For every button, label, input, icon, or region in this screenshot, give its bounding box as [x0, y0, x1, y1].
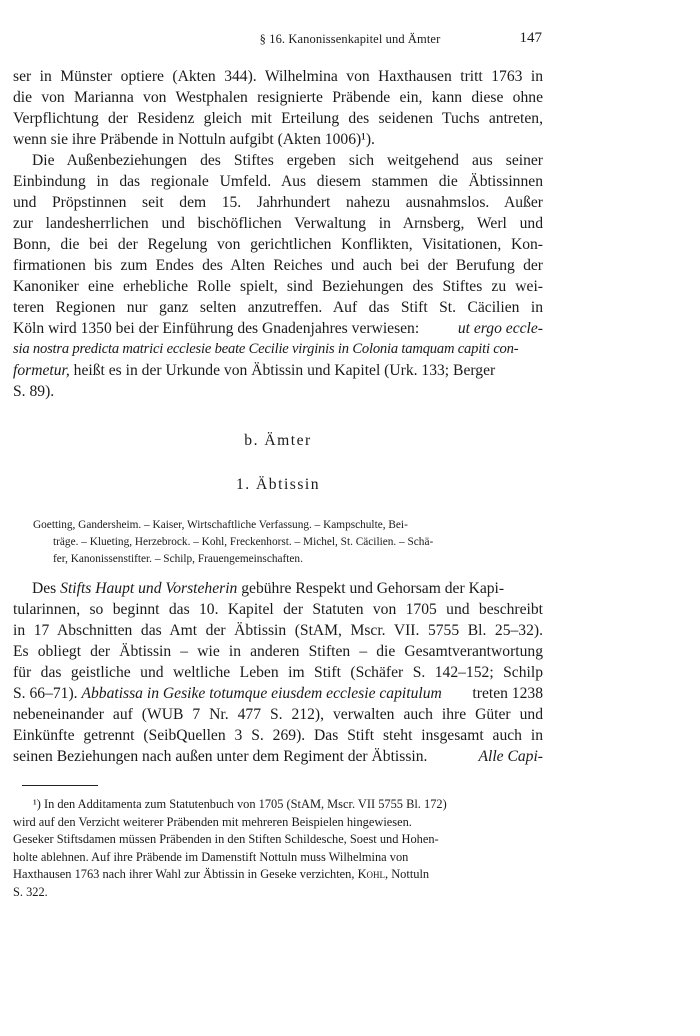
text-line: Bonn, die bei der Regelung von gerichtlichen Konflikten, Visitationen, Kon-	[13, 236, 543, 253]
text-segment: gebühre Respekt und Gehorsam der Kapi-	[237, 580, 505, 597]
text-line	[13, 683, 543, 704]
text-line: zur landesherrlichen und bischöflichen Verwaltung in Arnsberg, Werl und	[13, 215, 543, 232]
footnote-line: Geseker Stiftsdamen müssen Präbenden in den Stiften Schildesche, Soest und Hohen-	[13, 832, 439, 846]
text-line	[13, 339, 543, 360]
text-line: in 17 Abschnitten das Amt der Äbtissin (StAM, Mscr. VII. 5755 Bl. 25–32).	[13, 622, 543, 639]
literature-line: fer, Kanonissenstifter. – Schilp, Frauengemeinschaften.	[53, 553, 303, 565]
latin-quote: Abbatissa in Gesike totumque eiusdem ecclesie capitulum	[81, 685, 442, 702]
text-segment: seinen Beziehungen nach außen unter dem Regiment der Äbtissin.	[13, 748, 432, 765]
text-line: die von Marianna von Westphalen resignierte Präbende ein, kann diese ohne	[13, 89, 543, 106]
italic-quote: Alle Capi-	[478, 748, 543, 765]
text-segment: S. 66–71).	[13, 685, 82, 702]
text-line: tularinnen, so beginnt das 10. Kapitel der Statuten von 1705 und beschreibt	[13, 601, 543, 618]
text-line: wenn sie ihre Präbende in Nottuln aufgibt (Akten 1006)¹).	[13, 131, 375, 148]
text-line: Einbindung in das regionale Umfeld. Aus diesem stammen die Äbtissinnen	[13, 173, 543, 190]
text-segment: Köln wird 1350 bei der Einführung des Gnadenjahres verwiesen:	[13, 320, 420, 337]
text-line: teren Regionen nur ganz selten anzutreffen. Auf das Stift St. Cäcilien in	[13, 299, 543, 316]
text-line: nebeneinander auf (WUB 7 Nr. 477 S. 212), verwalten auch ihre Güter und	[13, 706, 543, 723]
text-line: Die Außenbeziehungen des Stiftes ergeben sich weitgehend aus seiner	[32, 152, 543, 169]
page-number: 147	[519, 30, 542, 46]
text-line: und Pröpstinnen seit dem 15. Jahrhundert nahezu ausnahmslos. Außer	[13, 194, 543, 211]
subsection-heading: 1. Äbtissin	[235, 476, 321, 493]
text-line: für das geistliche und weltliche Leben im Stift (Schäfer S. 142–152; Schilp	[13, 664, 543, 681]
text-line: Kanoniker eine erhebliche Rolle spielt, sind Beziehungen des Stiftes zu wei-	[13, 278, 543, 295]
footnote-line: holte ablehnen. Auf ihre Präbende im Damenstift Nottuln muss Wilhelmina von	[13, 849, 409, 864]
footnote-line: wird auf den Verzicht weiterer Präbenden mit mehreren Beispielen hingewiesen.	[13, 814, 412, 829]
latin-quote: formetur,	[13, 362, 70, 379]
text-segment: , Nottuln	[385, 867, 430, 881]
text-line: firmationen bis zum Endes des Alten Reiches und auch bei der Berufung der	[13, 257, 543, 274]
footnote-line	[13, 866, 543, 884]
literature-line: Goetting, Gandersheim. – Kaiser, Wirtschaftliche Verfassung. – Kampschulte, Bei-	[33, 519, 408, 531]
paragraph-continuation	[13, 66, 543, 150]
text-line	[13, 318, 543, 339]
footnote-rule	[22, 785, 98, 786]
latin-quote: sia nostra predicta matrici ecclesie beate Cecilie virginis in Colonia tamquam capiti con-	[13, 341, 519, 357]
text-line: ser in Münster optiere (Akten 344). Wilhelmina von Haxthausen tritt 1763 in	[13, 68, 543, 85]
paragraph-external-relations	[13, 150, 543, 402]
paragraph-abbess	[13, 578, 543, 767]
text-segment: Haxthausen 1763 nach ihrer Wahl zur Äbtissin in Geseke verzichten,	[13, 867, 358, 881]
text-segment: heißt es in der Urkunde von Äbtissin und Kapitel (Urk. 133; Berger	[69, 362, 496, 379]
author-name: Kohl	[357, 867, 386, 881]
text-line: Einkünfte getrennt (SeibQuellen 3 S. 269). Das Stift steht insgesamt auch in	[13, 727, 543, 744]
text-line	[13, 578, 543, 599]
running-header	[0, 30, 700, 50]
text-line: S. 89).	[13, 383, 55, 400]
latin-quote: ut ergo eccle-	[457, 320, 543, 337]
text-line: Verpflichtung der Residenz gleich mit Erteilung des seidenen Tuchs antreten,	[13, 110, 543, 127]
footnote	[13, 796, 543, 901]
literature-line: träge. – Klueting, Herzebrock. – Kohl, Freckenhorst. – Michel, St. Cäcilien. – Schä-	[53, 536, 434, 548]
footnote-line: ¹) In den Additamenta zum Statutenbuch von 1705 (StAM, Mscr. VII 5755 Bl. 172)	[33, 797, 447, 811]
italic-quote: Stifts Haupt und Vorsteherin	[60, 580, 238, 597]
text-segment: treten 1238	[468, 685, 543, 702]
literature-list	[33, 517, 543, 568]
text-line: Es obliegt der Äbtissin – wie in anderen Stiften – die Gesamtverantwortung	[13, 643, 543, 660]
text-line	[13, 746, 543, 767]
text-segment: Des	[32, 580, 61, 597]
running-title: § 16. Kanonissenkapitel und Ämter	[259, 32, 441, 46]
footnote-line: S. 322.	[13, 884, 48, 899]
text-line	[13, 360, 543, 381]
section-heading: b. Ämter	[244, 432, 312, 449]
